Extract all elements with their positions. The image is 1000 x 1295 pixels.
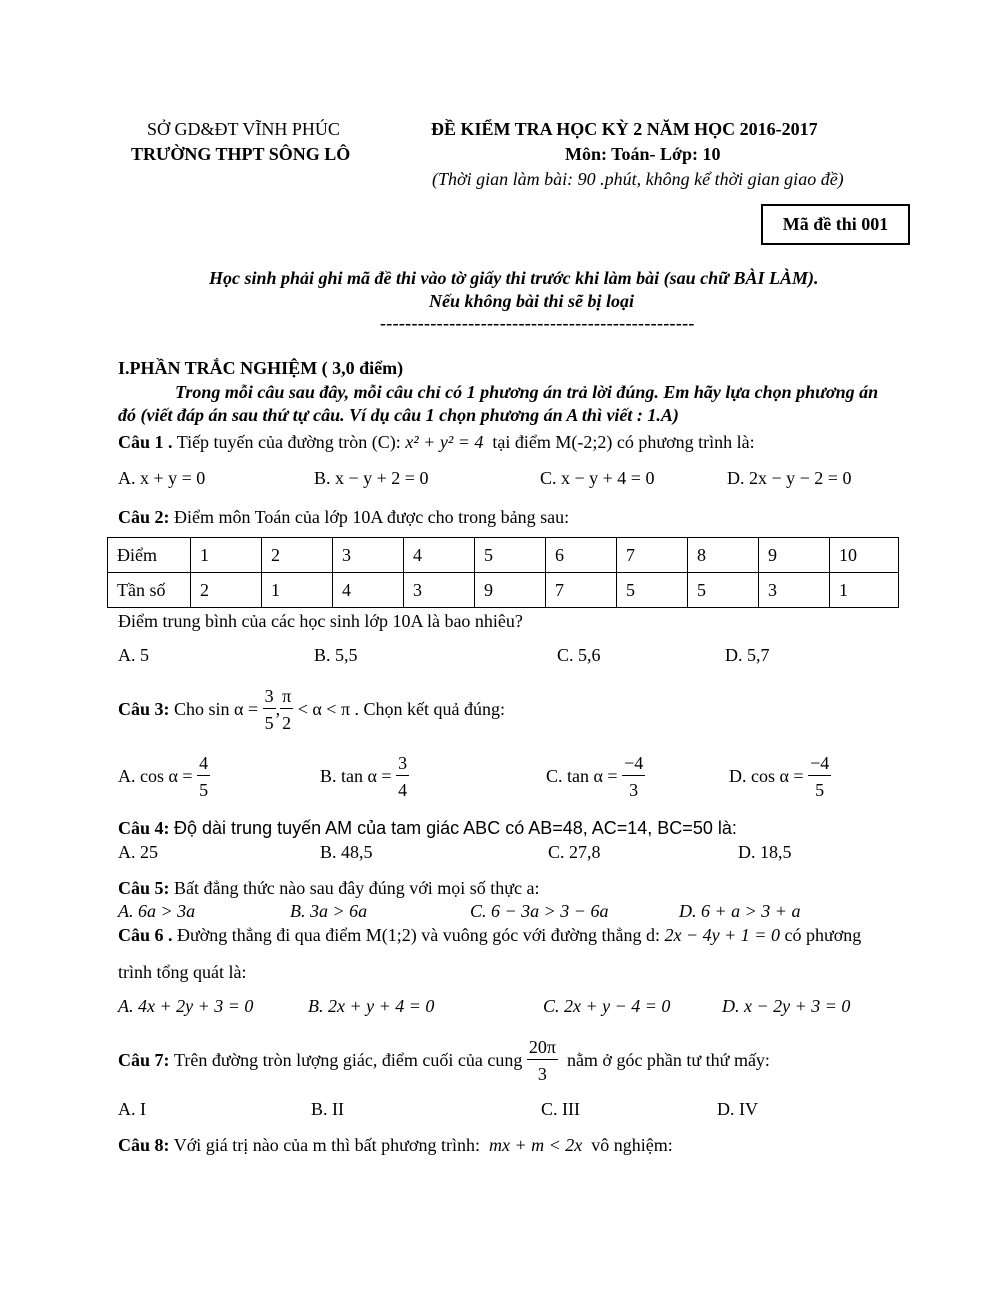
equation: sin α = [208, 698, 259, 719]
equation: x² + y² = 4 [405, 432, 484, 452]
section-title: I.PHẦN TRẮC NGHIỆM ( 3,0 điểm) [118, 358, 404, 378]
denominator: 5 [264, 712, 274, 733]
table-cell: 5 [475, 538, 546, 573]
q5-option-c: C. 6 − 3a > 3 − 6a [470, 901, 609, 921]
exam-title: ĐỀ KIỂM TRA HỌC KỲ 2 NĂM HỌC 2016-2017 [431, 119, 818, 139]
question-label: Câu 5: [118, 878, 170, 898]
q3-option-b [320, 750, 409, 802]
denominator: 5 [199, 779, 209, 800]
question-text: Bất đẳng thức nào sau đây đúng với mọi số thực a: [174, 878, 540, 898]
question-label: Câu 1 . [118, 432, 173, 452]
fraction [622, 754, 645, 799]
q1-option-d: D. 2x − y − 2 = 0 [727, 468, 852, 488]
notice-line-1: Học sinh phải ghi mã đề thi vào tờ giấy thi trước khi làm bài (sau chữ BÀI LÀM). [209, 268, 819, 288]
option-text: B. tan α = [320, 765, 392, 786]
q1-option-b: B. x − y + 2 = 0 [314, 468, 429, 488]
question-label: Câu 8: [118, 1135, 170, 1155]
denominator: 2 [282, 712, 292, 733]
question-text: có phương [784, 925, 862, 945]
numerator: 3 [263, 687, 276, 709]
section-instruction-1: Trong mỗi câu sau đây, mỗi câu chỉ có 1 phương án trả lời đúng. Em hãy lựa chọn phương án [175, 382, 879, 402]
time-note: (Thời gian làm bài: 90 .phút, không kể thời gian giao đề) [432, 169, 844, 189]
question-text: . Chọn kết quả đúng: [354, 698, 506, 719]
table-cell: 4 [333, 573, 404, 608]
fraction [263, 687, 276, 732]
q3-option-d [729, 750, 831, 802]
subject-line: Môn: Toán- Lớp: 10 [565, 144, 721, 164]
question-text: Với giá trị nào của m thì bất phương trình: [173, 1135, 480, 1155]
question-text: tại điểm M(-2;2) có phương trình là: [492, 432, 755, 452]
fraction [808, 754, 831, 799]
denominator: 3 [537, 1063, 547, 1084]
q2-option-a: A. 5 [118, 645, 149, 665]
numerator: 3 [396, 754, 409, 776]
q5-option-a: A. 6a > 3a [118, 901, 196, 921]
q7-option-c: C. III [541, 1099, 580, 1119]
table-cell: 3 [404, 573, 475, 608]
q6-option-d: D. x − 2y + 3 = 0 [722, 996, 851, 1016]
school-name: TRƯỜNG THPT SÔNG LÔ [131, 144, 351, 164]
table-cell: 6 [546, 538, 617, 573]
q7-option-b: B. II [311, 1099, 344, 1119]
equation: 2x − 4y + 1 = 0 [664, 925, 780, 945]
question-4 [118, 818, 737, 839]
table-row [108, 573, 899, 608]
table-cell: 5 [688, 573, 759, 608]
numerator: 20π [527, 1038, 558, 1060]
question-text: nằm ở góc phần tư thứ mấy: [566, 1049, 770, 1070]
table-cell: 3 [759, 573, 830, 608]
table-cell: 9 [475, 573, 546, 608]
option-text: D. cos α = [729, 765, 804, 786]
table-cell: 7 [546, 573, 617, 608]
q7-option-a: A. I [118, 1099, 146, 1119]
fraction [280, 687, 293, 732]
question-label: Câu 7: [118, 1049, 170, 1070]
question-2-prompt: Điểm trung bình của các học sinh lớp 10A là bao nhiêu? [118, 611, 523, 631]
question-2 [118, 507, 569, 528]
q1-option-c: C. x − y + 4 = 0 [540, 468, 655, 488]
fraction [396, 754, 409, 799]
q3-option-a [118, 750, 210, 802]
table-cell: 10 [830, 538, 899, 573]
question-label: Câu 6 . [118, 925, 173, 945]
q5-option-d: D. 6 + a > 3 + a [679, 901, 801, 921]
section-instruction-2: đó (viết đáp án sau thứ tự câu. Ví dụ câu 1 chọn phương án A thì viết : 1.A) [118, 405, 679, 425]
q2-option-b: B. 5,5 [314, 645, 358, 665]
q2-option-c: C. 5,6 [557, 645, 601, 665]
q6-option-b: B. 2x + y + 4 = 0 [308, 996, 435, 1016]
question-6 [118, 925, 861, 946]
question-text: Tiếp tuyến của đường tròn (C): [176, 432, 401, 452]
table-cell: Tần số [108, 573, 191, 608]
question-5 [118, 878, 539, 899]
question-text: Độ dài trung tuyến AM của tam giác ABC có AB=48, AC=14, BC=50 là: [174, 818, 737, 838]
q1-option-a: A. x + y = 0 [118, 468, 206, 488]
exam-code-box: Mã đề thi 001 [761, 204, 910, 245]
denominator: 5 [815, 779, 825, 800]
table-cell: 2 [191, 573, 262, 608]
question-7 [118, 1033, 770, 1087]
comma: , [275, 698, 281, 719]
notice-line-2: Nếu không bài thi sẽ bị loại [429, 291, 635, 311]
table-cell: 2 [262, 538, 333, 573]
fraction [527, 1038, 558, 1083]
question-text: vô nghiệm: [591, 1135, 673, 1155]
option-text: A. cos α = [118, 765, 193, 786]
q4-option-c: C. 27,8 [548, 842, 601, 862]
q4-option-b: B. 48,5 [320, 842, 373, 862]
q7-option-d: D. IV [717, 1099, 758, 1119]
q3-option-c [546, 750, 645, 802]
table-cell: 1 [262, 573, 333, 608]
table-cell: Điểm [108, 538, 191, 573]
question-label: Câu 3: [118, 698, 170, 719]
numerator: −4 [808, 754, 831, 776]
q6-option-a: A. 4x + 2y + 3 = 0 [118, 996, 254, 1016]
table-cell: 9 [759, 538, 830, 573]
question-label: Câu 4: [118, 818, 170, 838]
question-label: Câu 2: [118, 507, 170, 527]
table-cell: 5 [617, 573, 688, 608]
q5-option-b: B. 3a > 6a [290, 901, 368, 921]
inequality: < α < π [297, 698, 351, 719]
question-1 [118, 432, 755, 453]
numerator: 4 [197, 754, 210, 776]
q4-option-d: D. 18,5 [738, 842, 792, 862]
q2-option-d: D. 5,7 [725, 645, 770, 665]
numerator: π [280, 687, 293, 709]
option-text: C. tan α = [546, 765, 618, 786]
equation: mx + m < 2x [488, 1135, 583, 1155]
score-frequency-table [107, 537, 899, 608]
table-cell: 1 [191, 538, 262, 573]
question-3 [118, 683, 505, 735]
table-cell: 7 [617, 538, 688, 573]
denominator: 4 [398, 779, 408, 800]
fraction [197, 754, 210, 799]
table-cell: 1 [830, 573, 899, 608]
question-text: Trên đường tròn lượng giác, điểm cuối của cung [174, 1049, 523, 1070]
question-text: Cho [174, 698, 205, 719]
question-text: Đường thẳng đi qua điểm M(1;2) và vuông góc với đường thẳng d: [177, 925, 661, 945]
department-name: SỞ GD&ĐT VĨNH PHÚC [147, 119, 340, 139]
question-6-continued: trình tổng quát là: [118, 962, 247, 982]
denominator: 3 [629, 779, 639, 800]
notice-separator: -------------------------------------------------- [380, 313, 695, 333]
table-row [108, 538, 899, 573]
q6-option-c: C. 2x + y − 4 = 0 [543, 996, 671, 1016]
question-text: Điểm môn Toán của lớp 10A được cho trong bảng sau: [174, 507, 570, 527]
q4-option-a: A. 25 [118, 842, 158, 862]
table-cell: 8 [688, 538, 759, 573]
question-8 [118, 1135, 673, 1156]
table-cell: 3 [333, 538, 404, 573]
table-cell: 4 [404, 538, 475, 573]
numerator: −4 [622, 754, 645, 776]
